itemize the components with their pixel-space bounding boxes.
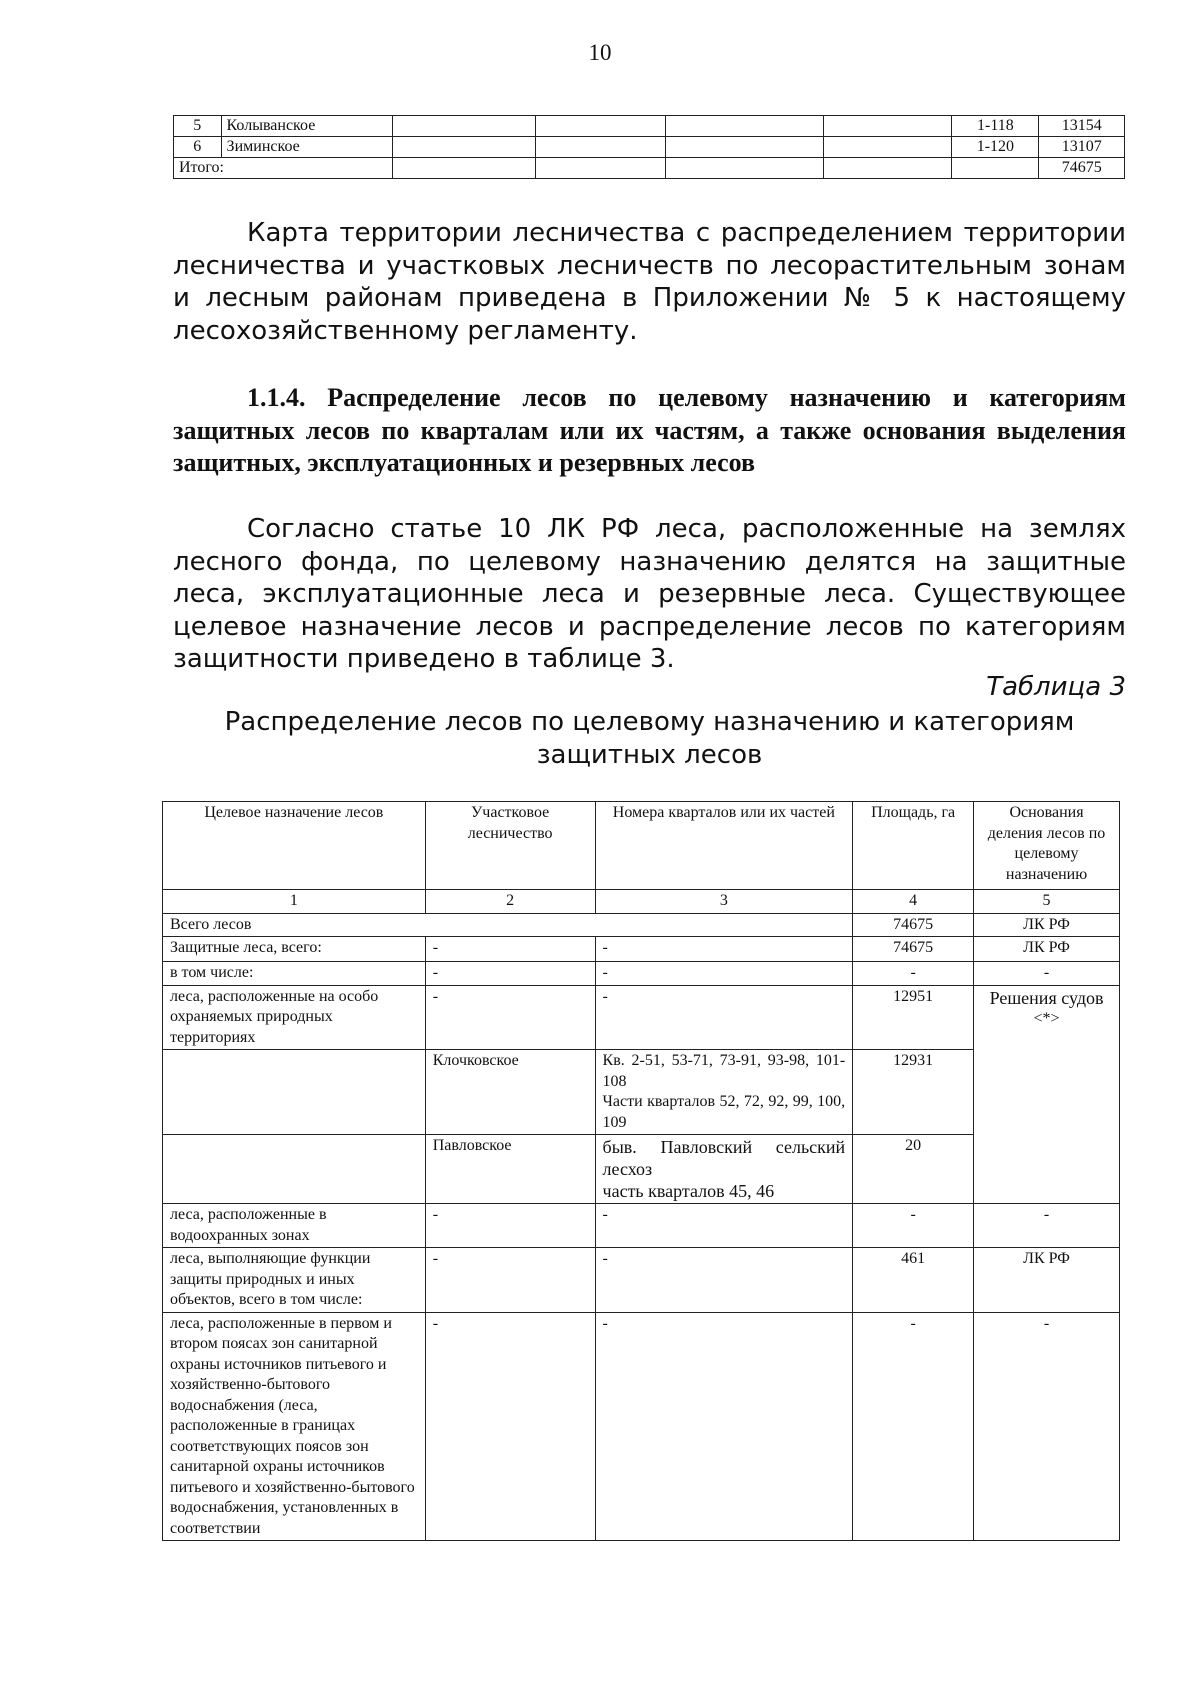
table-row: леса, выполняющие функции защиты природных и иных объектов, всего в том числе: - - 461 ЛК РФ bbox=[163, 1248, 1120, 1313]
area-value: 13154 bbox=[1039, 116, 1125, 137]
table-row: леса, расположенные на особо охраняемых природных территориях - - 12951 Решения судов <*> bbox=[163, 985, 1120, 1050]
table-total-row bbox=[174, 158, 1125, 179]
column-header: Целевое назначение лесов bbox=[163, 802, 426, 890]
section-heading: 1.1.4. Распределение лесов по целевому назначению и категориям защитных лесов по кварталам или их частям, а также основания выделения защитных, эксплуатационных и резервных лесов bbox=[173, 383, 1126, 477]
map-paragraph: Карта территории лесничества с распределением территории лесничества и участковых лесничеств по лесорастительным зонам и лесным районам приведена в Приложении № 5 к настоящему лесохозяйственному регламенту. bbox=[173, 218, 1126, 346]
quarter-range: 1-118 bbox=[952, 116, 1039, 137]
area-value: 13107 bbox=[1039, 137, 1125, 158]
forestry-name: Колыванское bbox=[221, 116, 393, 137]
row-number: 5 bbox=[174, 116, 222, 137]
table-label: Таблица 3 bbox=[986, 672, 1126, 702]
table-row: Павловское быв. Павловский сельский лесхоз часть кварталов 45, 46 20 bbox=[163, 1135, 1120, 1204]
table-row: леса, расположенные в первом и втором поясах зон санитарной охраны источников питьевого и хозяйственно-бытового водоснабжения (леса, расположенные в границах соответствующих поясов зон санитарной охраны источников питьевого и хозяйственно-бытового водоснабжения, установленных в соответствии - - - - bbox=[163, 1312, 1120, 1541]
forestry-name: Зиминское bbox=[221, 137, 393, 158]
page-number: 10 bbox=[588, 40, 612, 65]
table-row bbox=[174, 116, 1125, 137]
column-header: Участковое лесничество bbox=[425, 802, 595, 890]
table-row: в том числе: - - - - bbox=[163, 962, 1120, 986]
quarter-range: 1-120 bbox=[952, 137, 1039, 158]
table-row bbox=[174, 137, 1125, 158]
article-paragraph: Согласно статье 10 ЛК РФ леса, расположенные на землях лесного фонда, по целевому назначению делятся на защитные леса, эксплуатационные леса и резервные леса. Существующее целевое назначение лесов и распределение лесов по категориям защитности приведено в таблице 3. bbox=[173, 514, 1126, 674]
row-number: 6 bbox=[174, 137, 222, 158]
header-row bbox=[163, 802, 1120, 890]
table-caption: Распределение лесов по целевому назначению и категориям защитных лесов bbox=[224, 707, 1075, 770]
basis-court-decisions: Решения судов <*> bbox=[974, 985, 1120, 1204]
column-number-row: 1 2 3 4 5 bbox=[163, 890, 1120, 914]
table-row: Клочковское Кв. 2-51, 53-71, 73-91, 93-98, 101-108 Части кварталов 52, 72, 92, 99, 100, 109 12931 bbox=[163, 1050, 1120, 1135]
table-row: Всего лесов 74675 ЛК РФ bbox=[163, 913, 1120, 937]
table-row: Защитные леса, всего: - - 74675 ЛК РФ bbox=[163, 937, 1120, 962]
forest-distribution-table bbox=[162, 801, 1120, 1541]
total-area: 74675 bbox=[1039, 158, 1125, 179]
column-header: Основания деления лесов по целевому назначению bbox=[974, 802, 1120, 890]
total-label: Итого: bbox=[174, 158, 393, 179]
column-header: Номера кварталов или их частей bbox=[595, 802, 853, 890]
table-row: леса, расположенные в водоохранных зонах - - - - bbox=[163, 1204, 1120, 1248]
district-summary-table bbox=[173, 115, 1125, 179]
column-header: Площадь, га bbox=[853, 802, 974, 890]
